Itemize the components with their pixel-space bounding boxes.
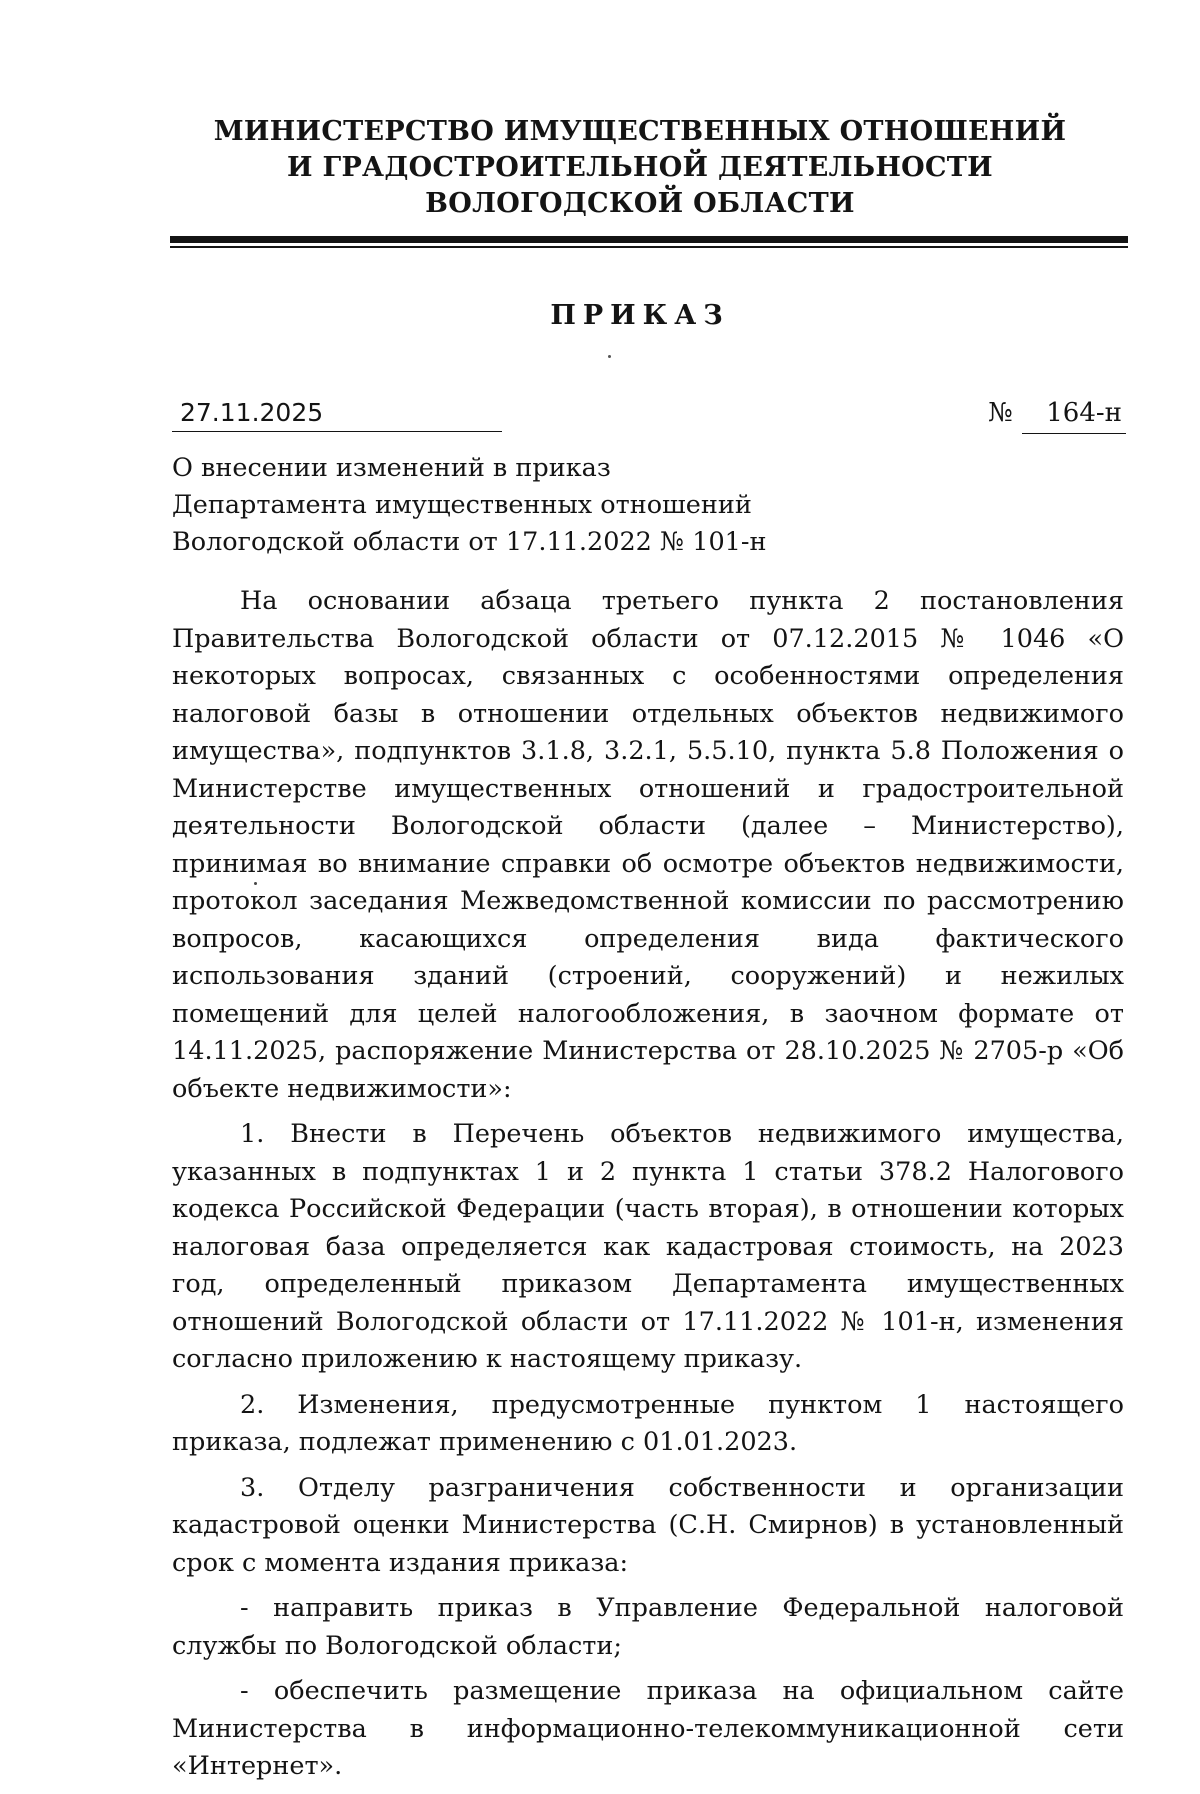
ministry-header [150,114,1130,222]
header-rule-thin [170,246,1128,248]
subject-line-3: Вологодской области от 17.11.2022 № 101-н [172,527,767,557]
document-title: ПРИКАЗ [550,300,730,331]
header-rule-thick [170,236,1128,243]
order-number: 164-н [1022,398,1126,434]
order-date: 27.11.2025 [172,398,502,432]
clause-3-item-1: - направить приказ в Управление Федеральной налоговой службы по Вологодской области; [172,1593,1124,1661]
clause-3-item-2: - обеспечить размещение приказа на официальном сайте Министерства в информационно-телекоммуникационной сети «Интернет». [172,1676,1124,1781]
clause-3-paragraph: 3. Отделу разграничения собственности и организации кадастровой оценки Министерства (С.Н. Смирнов) в установленный срок с момента издания приказа: [172,1472,1124,1578]
clause-1-paragraph: 1. Внести в Перечень объектов недвижимого имущества, указанных в подпунктах 1 и 2 пункта 1 статьи 378.2 Налогового кодекса Российской Федерации (часть вторая), в отношении которых налоговая база определяется как кадастровая стоимость, на 2023 год, определенный приказом Департамента имущественных отношений Вологодской области от 17.11.2022 № 101-н, изменения согласно приложению к настоящему приказу. [172,1119,1124,1374]
ministry-header-line-3: ВОЛОГОДСКОЙ ОБЛАСТИ [425,188,855,219]
preamble-paragraph: На основании абзаца третьего пункта 2 постановления Правительства Вологодской области от 07.12.2015 № 1046 «О некоторых вопросах, связанных с особенностями определения налоговой базы в отношении отдельных объектов недвижимого имущества», подпунктов 3.1.8, 3.2.1, 5.5.10, пункта 5.8 Положения о Министерстве имущественных отношений и градостроительной деятельности Вологодской области (далее – Министерство), принимая во внимание справки об осмотре объектов недвижимости, протокол заседания Межведомственной комиссии по рассмотрению вопросов, касающихся определения вида фактического использования зданий (строений, сооружений) и нежилых помещений для целей налогообложения, в заочном формате от 14.11.2025, распоряжение Министерства от 28.10.2025 № 2705-р «Об объекте недвижимости»: [172,586,1124,1104]
subject-line-2: Департамента имущественных отношений [172,490,752,520]
order-body [172,583,1124,1794]
order-number-label: № [988,398,1013,428]
order-subject [172,450,872,561]
ministry-header-line-2: И ГРАДОСТРОИТЕЛЬНОЙ ДЕЯТЕЛЬНОСТИ [287,152,993,183]
subject-line-1: О внесении изменений в приказ [172,453,611,483]
scan-speck [608,355,611,358]
ministry-header-line-1: МИНИСТЕРСТВО ИМУЩЕСТВЕННЫХ ОТНОШЕНИЙ [213,116,1067,147]
clause-2-paragraph: 2. Изменения, предусмотренные пунктом 1 настоящего приказа, подлежат применению с 01.01.2023. [172,1389,1124,1457]
scan-speck [254,882,257,885]
